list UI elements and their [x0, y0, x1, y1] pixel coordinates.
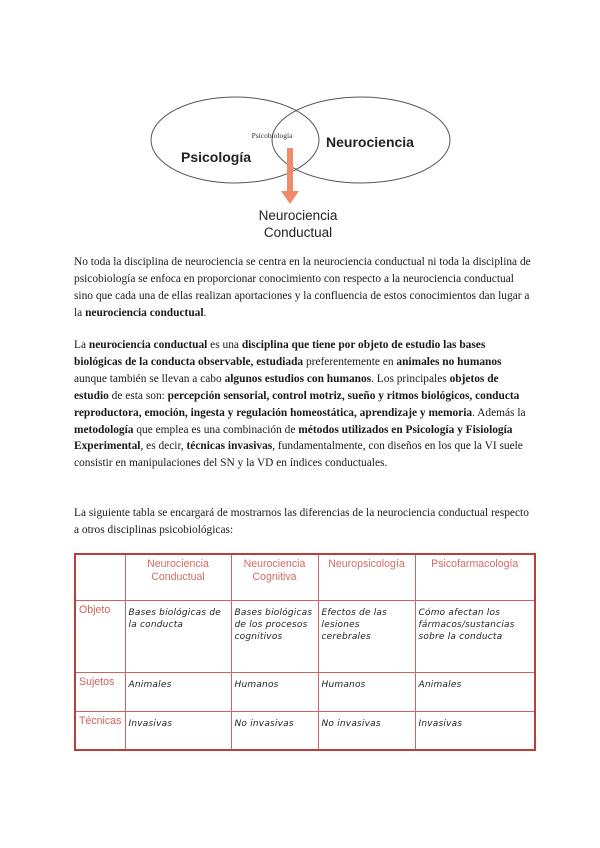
- column-header: Neurociencia Cognitiva: [231, 554, 318, 601]
- table-row: [75, 711, 535, 750]
- column-header: Neuropsicología: [318, 554, 415, 601]
- intro-paragraph: No toda la disciplina de neurociencia se centra en la neurociencia conductual ni toda la disciplina de psicobiología se enfoca en proporcionar conocimiento con respecto a la neurociencia conductual sino que cada una de ellas realizan aportaciones y la confluencia de estos conocimientos dan lugar a la neurociencia conductual.: [74, 256, 531, 319]
- table-cell: Humanos: [231, 672, 318, 711]
- table-cell: Animales: [415, 672, 535, 711]
- table-row: [75, 601, 535, 673]
- row-header: Sujetos: [75, 672, 125, 711]
- neurociencia-label: Neurociencia: [326, 134, 414, 150]
- table-cell: No invasivas: [231, 711, 318, 750]
- venn-diagram: [0, 0, 600, 250]
- table-corner-cell: [75, 554, 125, 601]
- column-header: Neurociencia Conductual: [125, 554, 231, 601]
- table-intro-paragraph: La siguiente tabla se encargará de mostrarnos las diferencias de la neurociencia conductual respecto a otros disciplinas psicobiológicas:: [74, 507, 529, 536]
- table-header-row: [75, 554, 535, 601]
- psicologia-circle: [151, 97, 319, 183]
- table-cell: Humanos: [318, 672, 415, 711]
- psicologia-label: Psicología: [180, 149, 252, 165]
- table-cell: No invasivas: [318, 711, 415, 750]
- column-header: Psicofarmacología: [415, 554, 535, 601]
- arrow-down-icon: [281, 148, 299, 204]
- comparison-table: [74, 553, 536, 751]
- table-cell: Cómo afectan los fármacos/sustancias sobre la conducta: [415, 601, 535, 673]
- table-cell: Bases biológicas de los procesos cognitivos: [231, 601, 318, 673]
- table-cell: Invasivas: [125, 711, 231, 750]
- table-cell: Efectos de las lesiones cerebrales: [318, 601, 415, 673]
- row-header: Objeto: [75, 601, 125, 673]
- intersection-label: Psicobiología: [251, 131, 293, 140]
- table-cell: Invasivas: [415, 711, 535, 750]
- table-cell: Bases biológicas de la conducta: [125, 601, 231, 673]
- table-row: [75, 672, 535, 711]
- result-label-line1: Neurociencia: [258, 208, 338, 223]
- row-header: Técnicas: [75, 711, 125, 750]
- definition-paragraph: La neurociencia conductual es una disciplina que tiene por objeto de estudio las bases biológicas de la conducta observable, estudiada preferentemente en animales no humanos aunque también se llevan a cabo algunos estudios con humanos. Los principales objetos de estudio de esta son: percepción sensorial, control motriz, sueño y ritmos biológicos, conducta reproductora, emoción, ingesta y regulación homeostática, aprendizaje y memoria. Además la metodología que emplea es una combinación de métodos utilizados en Psicología y Fisiología Experimental, es decir, técnicas invasivas, fundamentalmente, con diseños en los que la VI suele consistir en manipulaciones del SN y la VD en índices conductuales.: [74, 339, 526, 470]
- result-label-line2: Conductual: [263, 225, 333, 240]
- table-cell: Animales: [125, 672, 231, 711]
